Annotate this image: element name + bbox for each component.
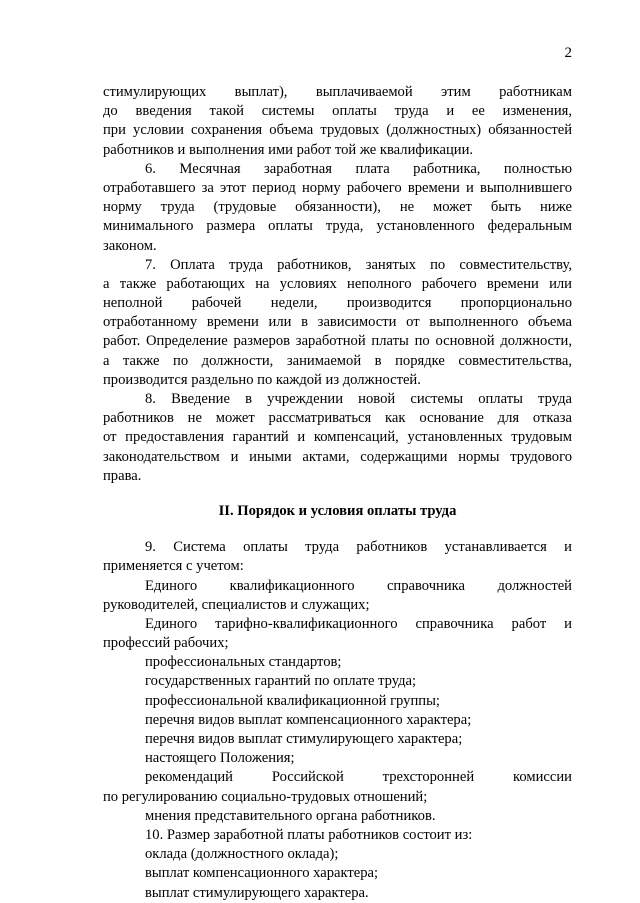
text-line: оклада (должностного оклада);	[145, 846, 339, 863]
paragraph-p6	[103, 160, 572, 256]
text-line: от предоставления гарантий и компенсаций, установленных трудовым	[103, 429, 572, 446]
text-line: 10. Размер заработной платы работников состоит из:	[145, 826, 473, 843]
section-heading: II. Порядок и условия оплаты труда	[218, 502, 457, 519]
text-line: перечня видов выплат стимулирующего характера;	[145, 731, 463, 747]
text-line: 6. Месячная заработная плата работника, полностью	[145, 160, 572, 177]
paragraph-p5	[103, 83, 572, 160]
text-line: законодательством и иными актами, содержащими нормы трудового	[103, 448, 572, 465]
text-line: Единого тарифно-квалификационного справочника работ и	[145, 615, 572, 632]
text-line: выплат стимулирующего характера.	[145, 884, 369, 901]
text-line: минимального размера оплаты труда, установленного федеральным	[103, 218, 572, 235]
page-number: 2	[564, 45, 572, 61]
paragraph-p10	[103, 826, 572, 903]
text-line: а также по должности, занимаемой в порядке совместительства,	[103, 352, 572, 369]
text-line: норму труда (трудовые обязанности), не может быть ниже	[103, 199, 572, 216]
text-line: профессиональных стандартов;	[145, 654, 342, 671]
text-line: стимулирующих выплат), выплачиваемой этим работникам	[103, 84, 572, 100]
document-body	[103, 83, 572, 903]
paragraph-p7	[103, 256, 572, 390]
text-line: при условии сохранения объема трудовых (должностных) обязанностей	[103, 122, 572, 139]
text-line: рекомендаций Российской трехсторонней комиссии	[145, 769, 572, 786]
text-line: перечня видов выплат компенсационного характера;	[145, 711, 472, 728]
text-line: 8. Введение в учреждении новой системы оплаты труда	[145, 391, 572, 407]
text-line: 9. Система оплаты труда работников устанавливается и	[145, 539, 572, 556]
text-line: 7. Оплата труда работников, занятых по совместительству,	[145, 256, 572, 273]
text-line: а также работающих на условиях неполного рабочего времени или	[103, 275, 572, 292]
top-paragraphs	[103, 83, 572, 486]
text-line: мнения представительного органа работников.	[145, 807, 436, 824]
text-line: по регулированию социально-трудовых отношений;	[103, 788, 428, 805]
text-line: работников и выполнения ими работ той же квалификации.	[103, 141, 474, 158]
bottom-paragraphs	[103, 538, 572, 903]
paragraph-p8	[103, 390, 572, 486]
text-line: неполной рабочей недели, производится пропорционально	[103, 295, 572, 312]
text-line: профессий рабочих;	[103, 635, 229, 652]
paragraph-p9	[103, 538, 572, 826]
text-line: выплат компенсационного характера;	[145, 865, 379, 882]
text-line: применяется с учетом:	[103, 558, 244, 575]
text-line: Единого квалификационного справочника должностей	[145, 577, 572, 594]
text-line: профессиональной квалификационной группы;	[145, 692, 440, 709]
text-line: руководителей, специалистов и служащих;	[103, 596, 370, 613]
text-line: отработанному времени или в зависимости от выполненного объема	[103, 314, 572, 331]
text-line: законом.	[103, 237, 157, 254]
text-line: настоящего Положения;	[145, 750, 295, 767]
text-line: работ. Определение размеров заработной платы по основной должности,	[103, 333, 572, 350]
text-line: производится раздельно по каждой из должностей.	[103, 371, 421, 388]
text-line: до введения такой системы оплаты труда и ее изменения,	[103, 103, 572, 120]
text-line: работников не может рассматриваться как основание для отказа	[103, 410, 572, 427]
text-line: права.	[103, 467, 142, 484]
text-line: государственных гарантий по оплате труда;	[145, 673, 417, 690]
text-line: отработавшего за этот период норму рабочего времени и выполнившего	[103, 179, 572, 196]
